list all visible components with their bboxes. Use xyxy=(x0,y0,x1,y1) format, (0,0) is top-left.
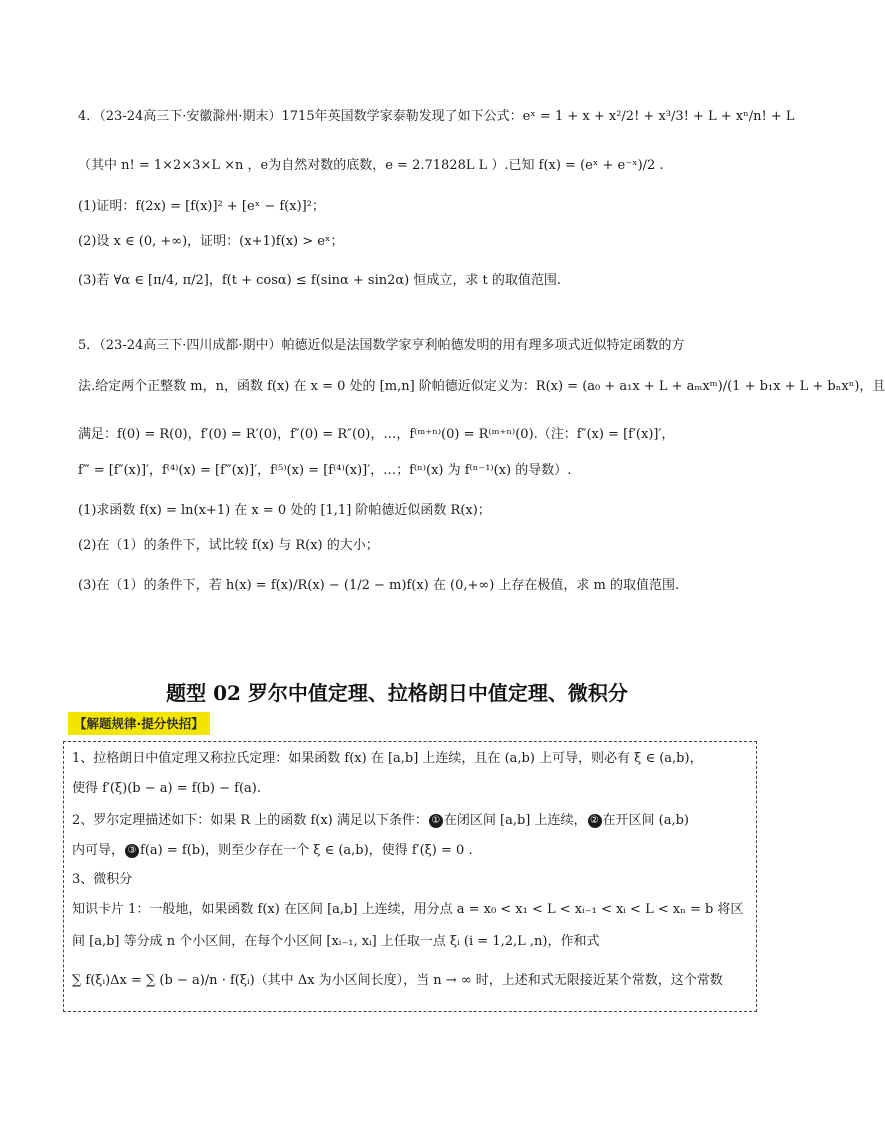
tips-line-8: ∑ f(ξᵢ)Δx = ∑ (b − a)/n · f(ξᵢ)（其中 Δx 为小区间长度），当 n → ∞ 时，上述和式无限接近某个常数，这个常数 xyxy=(72,973,723,988)
problem-5-part-2: (2)在（1）的条件下，试比较 f(x) 与 R(x) 的大小； xyxy=(78,538,379,553)
problem-4-line-2: （其中 n! = 1×2×3×L ×n ，e为自然对数的底数，e = 2.71828L L ）.已知 f(x) = (eˣ + e⁻ˣ)/2 . xyxy=(78,158,664,173)
tips-tag: 【解题规律·提分快招】 xyxy=(68,712,210,735)
rolle-intro: 2、罗尔定理描述如下：如果 R 上的函数 f(x) 满足以下条件： xyxy=(72,813,428,828)
problem-4-part-2: (2)设 x ∈ (0, +∞)，证明：(x+1)f(x) > eˣ； xyxy=(78,234,344,249)
tips-line-7: 间 [a,b] 等分成 n 个小区间，在每个小区间 [xᵢ₋₁, xᵢ] 上任取一点 ξᵢ (i = 1,2,L ,n)，作和式 xyxy=(72,934,600,949)
tips-line-5: 3、微积分 xyxy=(72,872,133,887)
tips-line-3 xyxy=(72,812,750,830)
section-heading: 题型 02 罗尔中值定理、拉格朗日中值定理、微积分 xyxy=(166,681,628,705)
circled-2-icon: ② xyxy=(588,814,602,828)
problem-4-line-1: 4．（23-24高三下·安徽滁州·期末）1715年英国数学家泰勒发现了如下公式：eˣ = 1 + x + x²/2! + x³/3! + L + xⁿ/n! + L xyxy=(78,109,795,124)
tips-line-1: 1、拉格朗日中值定理又称拉氏定理：如果函数 f(x) 在 [a,b] 上连续，且在 (a,b) 上可导，则必有 ξ ∈ (a,b)， xyxy=(72,751,703,766)
rolle-cond-1: 在闭区间 [a,b] 上连续， xyxy=(443,813,587,828)
problem-5-line-1: 5．（23-24高三下·四川成都·期中）帕德近似是法国数学家亨利帕德发明的用有理多项式近似特定函数的方 xyxy=(78,338,685,353)
problem-5-part-1: (1)求函数 f(x) = ln(x+1) 在 x = 0 处的 [1,1] 阶帕德近似函数 R(x)； xyxy=(78,503,491,518)
tips-line-2: 使得 f′(ξ)(b − a) = f(b) − f(a). xyxy=(72,781,262,796)
problem-5-line-2: 法.给定两个正整数 m，n，函数 f(x) 在 x = 0 处的 [m,n] 阶帕德近似定义为：R(x) = (a₀ + a₁x + L + aₘxᵐ)/(1 + b₁x + L + bₙxⁿ)，且 xyxy=(78,379,885,394)
problem-5-line-3: 满足：f(0) = R(0)，f′(0) = R′(0)，f″(0) = R″(0)，…，f⁽ᵐ⁺ⁿ⁾(0) = R⁽ᵐ⁺ⁿ⁾(0).（注：f″(x) = [f′(x)]′， xyxy=(78,427,675,442)
problem-5-line-4: f‴ = [f″(x)]′，f⁽⁴⁾(x) = [f‴(x)]′，f⁽⁵⁾(x) = [f⁽⁴⁾(x)]′，…；f⁽ⁿ⁾(x) 为 f⁽ⁿ⁻¹⁾(x) 的导数）. xyxy=(78,463,572,478)
rolle-cond-3: f(a) = f(b)，则至少存在一个 ξ ∈ (a,b)，使得 f′(ξ) = 0 . xyxy=(140,843,473,858)
tips-line-6: 知识卡片 1：一般地，如果函数 f(x) 在区间 [a,b] 上连续，用分点 a = x₀ < x₁ < L < xᵢ₋₁ < xᵢ < L < xₙ = b 将区 xyxy=(72,902,744,917)
problem-5-part-3: (3)在（1）的条件下，若 h(x) = f(x)/R(x) − (1/2 − m)f(x) 在 (0,+∞) 上存在极值，求 m 的取值范围. xyxy=(78,578,680,593)
tips-line-4 xyxy=(72,842,750,860)
circled-3-icon: ③ xyxy=(125,844,139,858)
problem-4-part-1: (1)证明：f(2x) = [f(x)]² + [eˣ − f(x)]²； xyxy=(78,199,325,214)
circled-1-icon: ① xyxy=(429,814,443,828)
rolle-cond-2b: 内可导， xyxy=(72,843,125,858)
problem-4-part-3: (3)若 ∀α ∈ [π/4, π/2]，f(t + cosα) ≤ f(sinα + sin2α) 恒成立，求 t 的取值范围. xyxy=(78,273,562,288)
rolle-cond-2: 在开区间 (a,b) xyxy=(602,813,689,828)
